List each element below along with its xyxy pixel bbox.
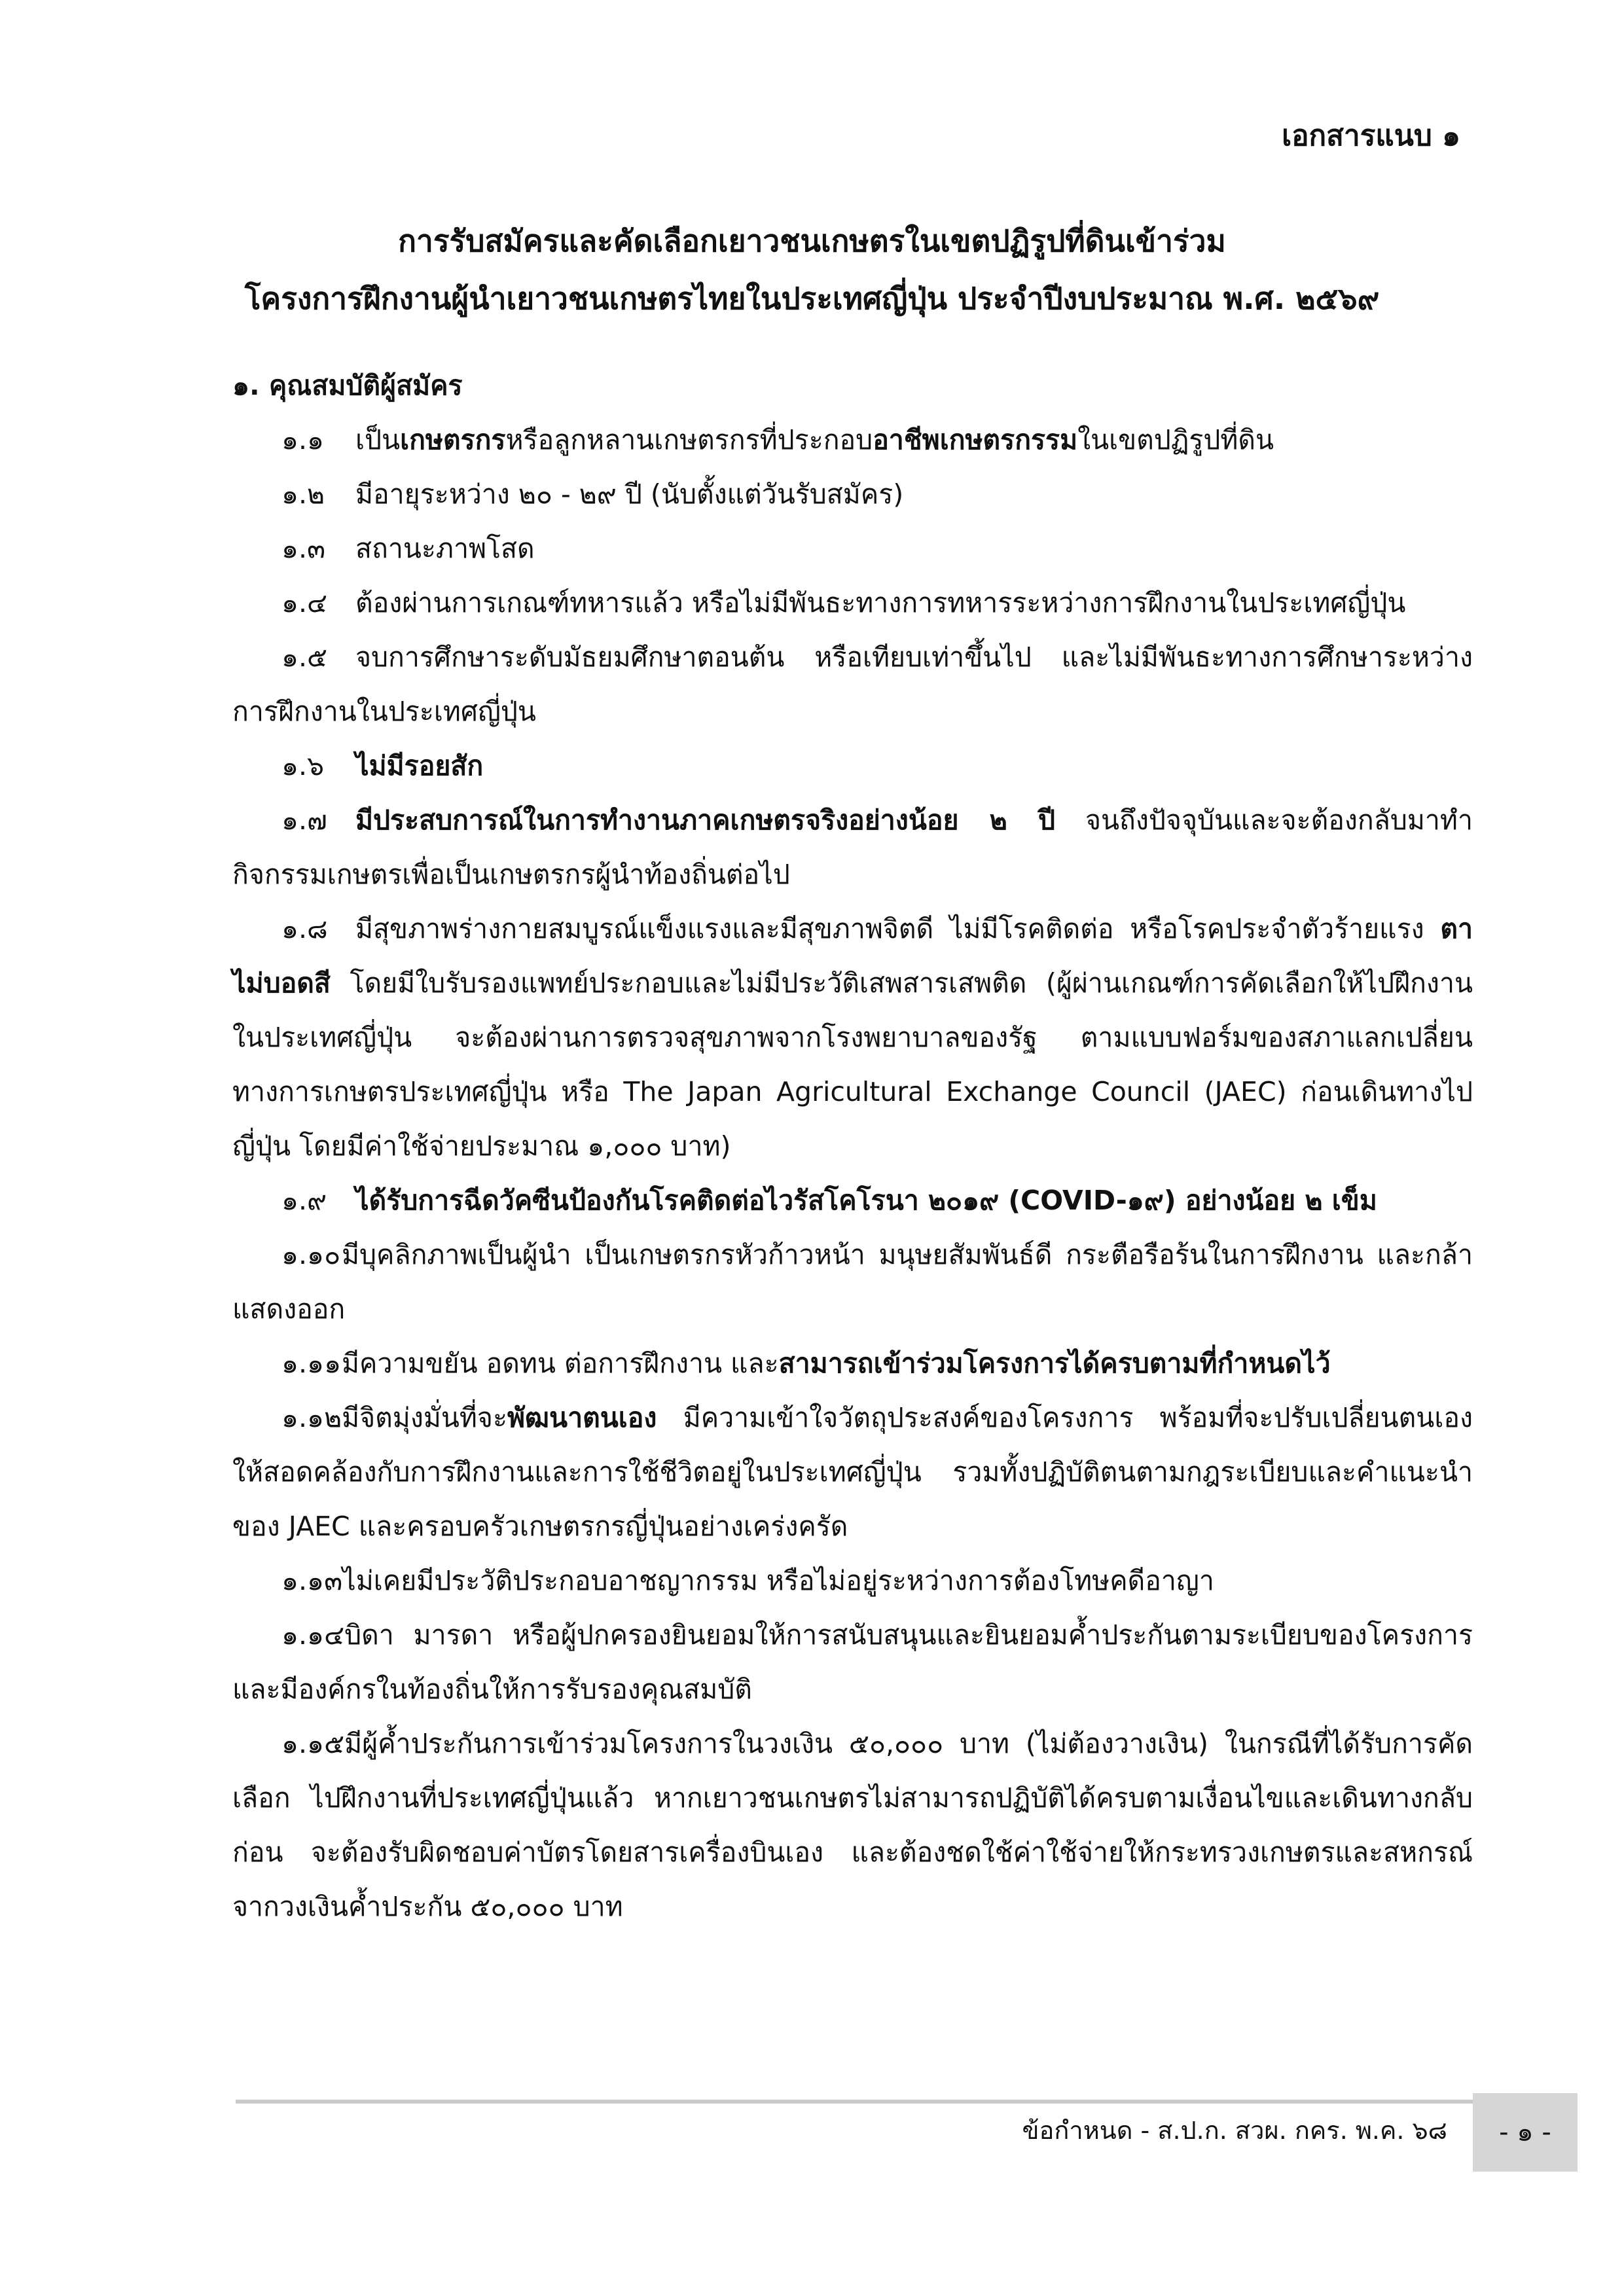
criterion-1-12 bbox=[232, 1391, 1473, 1554]
criterion-text: มีอายุระหว่าง ๒๐ - ๒๙ ปี (นับตั้งแต่วันรับสมัคร) bbox=[355, 478, 904, 510]
criterion-text: มีจิตมุ่งมั่นที่จะ bbox=[342, 1402, 507, 1433]
criterion-number: ๑.๑ bbox=[281, 424, 325, 456]
criterion-number: ๑.๖ bbox=[281, 750, 325, 781]
criterion-number: ๑.๕ bbox=[281, 641, 328, 673]
section-heading: ๑. คุณสมบัติผู้สมัคร bbox=[232, 370, 463, 401]
criterion-text: ต้องผ่านการเกณฑ์ทหารแล้ว หรือไม่มีพันธะทางการทหารระหว่างการฝึกงานในประเทศญี่ปุ่น bbox=[355, 587, 1406, 619]
criterion-text: สถานะภาพโสด bbox=[355, 533, 535, 564]
criterion-emphasis: มีประสบการณ์ในการทำงานภาคเกษตรจริงอย่างน้อย ๒ ปี bbox=[355, 804, 1056, 836]
criterion-emphasis: พัฒนาตนเอง bbox=[507, 1402, 657, 1433]
criterion-1-13 bbox=[232, 1554, 1473, 1608]
footer-divider bbox=[236, 2100, 1473, 2104]
criterion-text: ไม่เคยมีประวัติประกอบอาชญากรรม หรือไม่อยู่ระหว่างการต้องโทษคดีอาญา bbox=[342, 1565, 1214, 1596]
criterion-text: มีความเข้าใจวัตถุประสงค์ของโครงการ พร้อมที่จะปรับเปลี่ยนตนเอง ให้สอดคล้องกับการฝึกงานและการใช้ชีวิตอยู่ในประเทศญี่ปุ่น รวมทั้งปฏิบัติตนตามกฎระเบียบและคำแนะนำ ของ JAEC และครอบครัวเกษตรกรญี่ปุ่นอย่างเคร่งครัด bbox=[232, 1402, 1473, 1542]
criterion-1-11 bbox=[232, 1336, 1473, 1391]
criterion-number: ๑.๑๓ bbox=[281, 1565, 343, 1596]
criterion-1-5 bbox=[232, 630, 1473, 739]
criterion-1-8 bbox=[232, 902, 1473, 1174]
criterion-number: ๑.๔ bbox=[281, 587, 328, 619]
criterion-number: ๑.๑๒ bbox=[281, 1402, 342, 1433]
criterion-text: มีผู้ค้ำประกันการเข้าร่วมโครงการในวงเงิน ๕๐,๐๐๐ บาท (ไม่ต้องวางเงิน) ในกรณีที่ได้รับการคัดเลือก ไปฝึกงานที่ประเทศญี่ปุ่นแล้ว หากเยาวชนเกษตรไม่สามารถปฏิบัติได้ครบตามเงื่อนไขและเดินทางกลับก่อน จะต้องรับผิดชอบค่าบัตรโดยสารเครื่องบินเอง และต้องชดใช้ค่าใช้จ่ายให้กระทรวงเกษตรและสหกรณ์ จากวงเงินค้ำประกัน ๕๐,๐๐๐ บาท bbox=[232, 1728, 1473, 1922]
criterion-text: บิดา มารดา หรือผู้ปกครองยินยอมให้การสนับสนุนและยินยอมค้ำประกันตามระเบียบของโครงการ และมีองค์กรในท้องถิ่นให้การรับรองคุณสมบัติ bbox=[232, 1619, 1473, 1705]
criterion-number: ๑.๑๕ bbox=[281, 1728, 345, 1759]
criterion-1-4 bbox=[232, 576, 1473, 630]
criterion-text: โดยมีใบรับรองแพทย์ประกอบและไม่มีประวัติเสพสารเสพติด (ผู้ผ่านเกณฑ์การคัดเลือกให้ไปฝึกงาน ในประเทศญี่ปุ่น จะต้องผ่านการตรวจสุขภาพจากโรงพยาบาลของรัฐ ตามแบบฟอร์มของสภาแลกเปลี่ยน ทางการเกษตรประเทศญี่ปุ่น หรือ The Japan Agricultural Exchange Council (JAEC) ก่อนเดินทางไปญี่ปุ่น โดยมีค่าใช้จ่ายประมาณ ๑,๐๐๐ บาท) bbox=[232, 967, 1473, 1162]
criterion-1-7 bbox=[232, 793, 1473, 902]
criterion-emphasis: เกษตรกร bbox=[400, 424, 506, 456]
criterion-1-1 bbox=[232, 413, 1473, 467]
criterion-1-15 bbox=[232, 1717, 1473, 1934]
criterion-number: ๑.๘ bbox=[281, 913, 328, 944]
criterion-text: หรือลูกหลานเกษตรกรที่ประกอบ bbox=[505, 424, 873, 456]
criterion-1-9 bbox=[232, 1174, 1473, 1228]
attachment-label: เอกสารแนบ ๑ bbox=[1282, 119, 1460, 152]
criterion-text: จนถึงปัจจุบันและจะต้องกลับมาทำ กิจกรรมเกษตรเพื่อเป็นเกษตรกรผู้นำท้องถิ่นต่อไป bbox=[232, 804, 1473, 890]
criterion-number: ๑.๙ bbox=[281, 1185, 327, 1216]
criterion-emphasis: ตาไม่บอดสี bbox=[232, 913, 1473, 999]
criterion-text: มีบุคลิกภาพเป็นผู้นำ เป็นเกษตรกรหัวก้าวหน้า มนุษยสัมพันธ์ดี กระตือรือร้นในการฝึกงาน และกล้า แสดงออก bbox=[232, 1239, 1473, 1325]
document-body bbox=[232, 359, 1473, 1934]
criterion-emphasis: ไม่มีรอยสัก bbox=[355, 750, 484, 781]
criterion-number: ๑.๑๐ bbox=[281, 1239, 341, 1270]
criterion-1-14 bbox=[232, 1608, 1473, 1717]
criterion-number: ๑.๑๑ bbox=[281, 1348, 342, 1379]
document-title-line-2: โครงการฝึกงานผู้นำเยาวชนเกษตรไทยในประเทศญี่ปุ่น ประจำปีงบประมาณ พ.ศ. ๒๕๖๙ bbox=[244, 281, 1380, 316]
criterion-emphasis: สามารถเข้าร่วมโครงการได้ครบตามที่กำหนดไว้ bbox=[778, 1348, 1331, 1379]
criterion-1-10 bbox=[232, 1228, 1473, 1336]
criterion-text: มีความขยัน อดทน ต่อการฝึกงาน และ bbox=[342, 1348, 779, 1379]
criterion-emphasis: ได้รับการฉีดวัคซีนป้องกันโรคติดต่อไวรัสโคโรนา ๒๐๑๙ (COVID-๑๙) อย่างน้อย ๒ เข็ม bbox=[355, 1185, 1377, 1216]
criterion-text: เป็น bbox=[355, 424, 401, 456]
criterion-1-3 bbox=[232, 522, 1473, 576]
criterion-text: ในเขตปฏิรูปที่ดิน bbox=[1077, 424, 1274, 456]
criterion-number: ๑.๑๔ bbox=[281, 1619, 345, 1651]
document-title-line-1: การรับสมัครและคัดเลือกเยาวชนเกษตรในเขตปฏิรูปที่ดินเข้าร่วม bbox=[398, 223, 1226, 259]
criterion-1-6 bbox=[232, 739, 1473, 793]
page-number: - ๑ - bbox=[1473, 2093, 1578, 2172]
footer-reference: ข้อกำหนด - ส.ป.ก. สวผ. กคร. พ.ค. ๖๘ bbox=[1022, 2116, 1447, 2145]
criterion-text: จบการศึกษาระดับมัธยมศึกษาตอนต้น หรือเทียบเท่าขึ้นไป และไม่มีพันธะทางการศึกษาระหว่าง การฝึกงานในประเทศญี่ปุ่น bbox=[232, 641, 1473, 727]
criterion-text: มีสุขภาพร่างกายสมบูรณ์แข็งแรงและมีสุขภาพจิตดี ไม่มีโรคติดต่อ หรือโรคประจำตัวร้ายแรง bbox=[355, 913, 1441, 944]
criterion-1-2 bbox=[232, 467, 1473, 522]
criterion-number: ๑.๒ bbox=[281, 478, 325, 510]
criterion-number: ๑.๗ bbox=[281, 804, 327, 836]
criterion-emphasis: อาชีพเกษตรกรรม bbox=[873, 424, 1078, 456]
criterion-number: ๑.๓ bbox=[281, 533, 326, 564]
